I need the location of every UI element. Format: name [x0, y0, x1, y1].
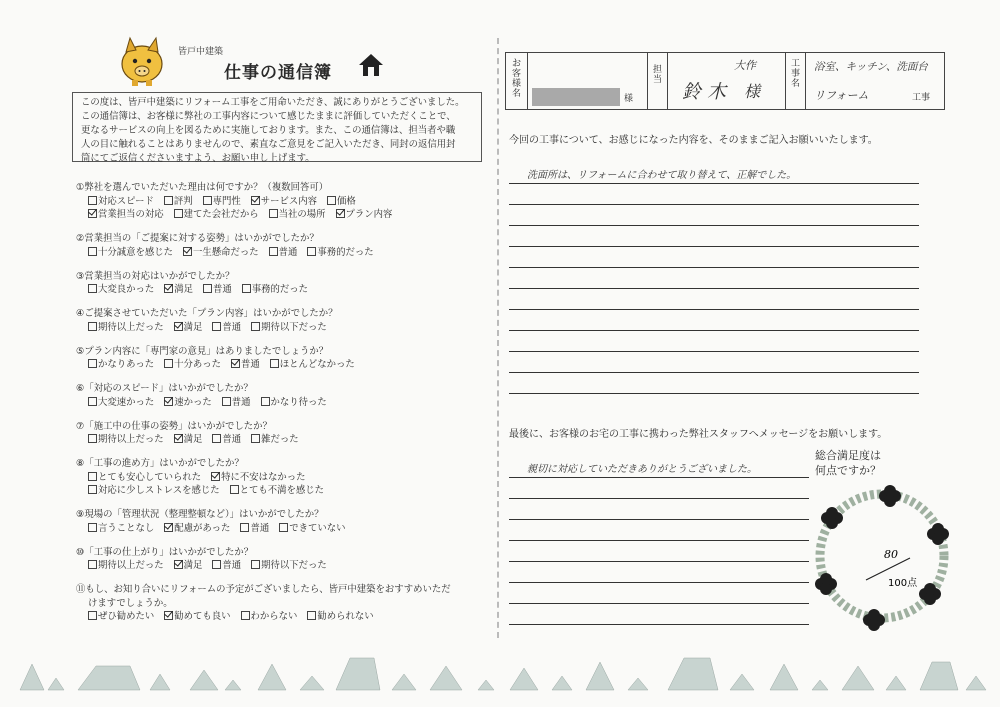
tanto-label-cell [648, 53, 668, 109]
option[interactable] [174, 209, 259, 220]
checkbox-icon[interactable] [251, 560, 260, 569]
option[interactable] [211, 472, 305, 483]
option[interactable] [269, 247, 298, 258]
option[interactable] [88, 485, 220, 496]
option-label: できていない [289, 522, 346, 534]
option-row [76, 471, 334, 485]
intro-line: この度は、皆戸中建築にリフォーム工事をご用命いただき、誠にありがとうございました。 [81, 97, 465, 108]
option-label: 雑だった [261, 434, 299, 445]
intro-line: 更なるサービスの向上を図るために実施しております。また、この通信簿は、担当者や職 [81, 125, 456, 136]
question-text: ⑦「施工中の仕事の姿勢」はいかがでしたか？ [76, 420, 272, 432]
sat-q-line1: 総合満足度は [815, 449, 881, 462]
option-label: 満足 [174, 284, 194, 295]
option[interactable] [222, 397, 251, 408]
option-label: 普通 [278, 246, 298, 258]
option-label: 一生懸命だった [193, 246, 259, 258]
option[interactable] [251, 434, 299, 445]
option-label: 期待以上だった [98, 434, 164, 445]
checkbox-icon[interactable] [88, 359, 97, 368]
comment-line [509, 310, 919, 331]
checkbox-icon[interactable] [88, 397, 97, 406]
option[interactable] [307, 611, 373, 622]
message-line [509, 499, 809, 520]
question-8 [76, 457, 334, 498]
checkbox-icon[interactable] [212, 434, 221, 443]
option-label: 期待以下だった [261, 321, 327, 333]
option-label: 配慮があった [174, 522, 231, 534]
koji-label-cell [786, 53, 806, 109]
checkbox-icon[interactable] [242, 284, 251, 293]
question-text: ①弊社を選んでいただいた理由は何ですか？（複数回答可） [76, 182, 329, 193]
message-line [509, 562, 809, 583]
option-label: 満足 [183, 434, 203, 445]
checkbox-icon[interactable] [240, 523, 249, 532]
intro-box [72, 92, 482, 162]
customer-label-cell [506, 53, 528, 109]
option-row [76, 283, 318, 297]
option[interactable] [240, 523, 269, 534]
redacted-customer-name [532, 88, 620, 106]
comment-line [509, 163, 919, 184]
tanto-label: 担当 [652, 65, 662, 85]
checkbox-icon[interactable] [203, 284, 212, 293]
checkbox-icon[interactable] [88, 523, 97, 532]
option-label: 勧めても良い [174, 611, 231, 622]
comment-prompt: 今回の工事について、お感じになった内容を、そのままご記入お願いいたします。 [509, 135, 878, 146]
checked-checkbox-icon[interactable] [164, 284, 173, 293]
question-5 [76, 345, 365, 372]
option-label: 大変速かった [98, 396, 155, 408]
checked-checkbox-icon[interactable] [164, 397, 173, 406]
option[interactable] [88, 472, 201, 483]
question-text: ⑨現場の「管理状況（整理整頓など）」はいかがでしたか？ [76, 509, 324, 520]
checkbox-icon[interactable] [241, 611, 250, 620]
option-row [76, 208, 402, 222]
checkbox-icon[interactable] [88, 247, 97, 256]
question-text: ⑩「工事の仕上がり」はいかがでしたか？ [76, 546, 254, 558]
option[interactable] [231, 359, 260, 370]
score-max: 100点 [888, 578, 918, 589]
checkbox-icon[interactable] [88, 560, 97, 569]
option[interactable] [242, 284, 308, 295]
option[interactable] [88, 359, 154, 370]
checkbox-icon[interactable] [88, 485, 97, 494]
koji-line1: 浴室、キッチン、洗面台 [814, 61, 928, 73]
checkbox-icon[interactable] [279, 523, 288, 532]
option-label: 普通 [222, 434, 242, 445]
page-divider [497, 38, 499, 638]
tanto-name-cell [668, 53, 786, 109]
question-7 [76, 420, 309, 447]
checkbox-icon[interactable] [251, 322, 260, 331]
option-label: 専門性 [212, 195, 241, 207]
option[interactable] [88, 196, 154, 207]
checkbox-icon[interactable] [307, 611, 316, 620]
checkbox-icon[interactable] [212, 560, 221, 569]
message-line [509, 457, 809, 478]
checkbox-icon[interactable] [251, 434, 260, 443]
option-row [76, 358, 365, 372]
checkbox-icon[interactable] [88, 284, 97, 293]
checkbox-icon[interactable] [270, 359, 279, 368]
option-row [76, 433, 309, 447]
option-label: プラン内容 [345, 209, 393, 220]
option-label: 当社の場所 [278, 209, 326, 220]
checked-checkbox-icon[interactable] [211, 472, 220, 481]
question-2 [76, 232, 384, 259]
option[interactable] [88, 247, 173, 258]
option[interactable] [164, 397, 212, 408]
mascot-boar-icon [112, 30, 174, 88]
option[interactable] [261, 397, 327, 408]
option[interactable] [174, 560, 203, 571]
checkbox-icon[interactable] [327, 196, 336, 205]
message-line [509, 583, 809, 604]
customer-label: お客様名 [511, 59, 521, 99]
option[interactable] [241, 611, 298, 622]
comment-line [509, 289, 919, 310]
comment-line [509, 268, 919, 289]
option[interactable] [88, 434, 164, 445]
option-row [76, 246, 384, 260]
comment-text: 洗面所は、リフォームに合わせて取り替えて、正解でした。 [527, 170, 797, 181]
message-lines [509, 457, 809, 625]
option[interactable] [270, 359, 355, 370]
option-row [76, 396, 337, 410]
option-label: 普通 [222, 321, 242, 333]
checkbox-icon[interactable] [269, 247, 278, 256]
checkbox-icon[interactable] [88, 611, 97, 620]
option-label: 価格 [337, 195, 356, 207]
checkbox-icon[interactable] [222, 397, 231, 406]
option[interactable] [212, 434, 241, 445]
question-1 [76, 181, 402, 222]
checkbox-icon[interactable] [164, 359, 173, 368]
checkbox-icon[interactable] [230, 485, 239, 494]
checked-checkbox-icon[interactable] [231, 359, 240, 368]
checkbox-icon[interactable] [269, 209, 278, 218]
option-label: とても不満を感じた [239, 485, 324, 496]
option[interactable] [203, 196, 241, 207]
checked-checkbox-icon[interactable] [174, 322, 183, 331]
option-label: 対応に少しストレスを感じた [98, 485, 220, 496]
question-10 [76, 546, 337, 573]
question-text: ④ご提案させていただいた「プラン内容」はいかがでしたか？ [76, 308, 338, 319]
option-label: 大変良かった [98, 284, 155, 295]
option-label: 十分あった [174, 359, 221, 370]
question-text: ⑥「対応のスピード」はいかがでしたか？ [76, 383, 253, 394]
question-text-cont: けますでしょうか。 [88, 597, 173, 609]
message-prompt: 最後に、お客様のお宅の工事に携わった弊社スタッフへメッセージをお願いします。 [509, 429, 888, 440]
option-label: 建てた会社だから [183, 209, 259, 220]
option[interactable] [88, 611, 154, 622]
option[interactable] [88, 284, 154, 295]
option-label: 普通 [222, 560, 242, 571]
option[interactable] [164, 611, 230, 622]
checkbox-icon[interactable] [88, 434, 97, 443]
company-logo-text: 皆戸中建築 [178, 47, 224, 57]
option-label: 勧められない [317, 611, 374, 622]
option-label: 特に不安はなかった [221, 471, 306, 483]
message-text: 親切に対応していただきありがとうございました。 [527, 464, 757, 475]
option[interactable] [164, 359, 221, 370]
checkbox-icon[interactable] [307, 247, 316, 256]
option-row [76, 559, 337, 573]
option[interactable] [164, 523, 230, 534]
koji-name-cell [806, 53, 944, 109]
koji-suffix: 工事 [912, 93, 931, 103]
checked-checkbox-icon[interactable] [336, 209, 345, 218]
option[interactable] [279, 523, 345, 534]
option-label: 普通 [240, 359, 260, 370]
question-9 [76, 508, 355, 535]
comment-line [509, 352, 919, 373]
option-label: 満足 [183, 321, 203, 333]
option-label: 対応スピード [98, 195, 154, 207]
option-label: 事務的だった [317, 246, 374, 258]
option-label: かなり待った [270, 396, 327, 408]
satisfaction-question [815, 448, 881, 478]
option-label: 期待以下だった [261, 560, 327, 571]
message-line [509, 604, 809, 625]
option-label: 期待以上だった [98, 560, 164, 571]
option-label: わからない [250, 611, 298, 622]
checked-checkbox-icon[interactable] [174, 434, 183, 443]
intro-line: この通信簿は、お客様に弊社の工事内容について感じたままに評価していただくことで、 [81, 111, 456, 122]
message-line [509, 541, 809, 562]
option-row [76, 321, 338, 335]
option[interactable] [251, 560, 327, 571]
option[interactable] [230, 485, 324, 496]
message-line [509, 478, 809, 499]
option-label: 事務的だった [251, 284, 309, 295]
option-label: 満足 [183, 560, 203, 571]
option-label: 評判 [173, 195, 193, 207]
option[interactable] [88, 560, 164, 571]
option-label: ぜひ勧めたい [98, 611, 155, 622]
checkbox-icon[interactable] [88, 196, 97, 205]
comment-lines [509, 163, 919, 394]
checked-checkbox-icon[interactable] [251, 196, 260, 205]
option[interactable] [307, 247, 373, 258]
option-row [76, 195, 402, 209]
checkbox-icon[interactable] [261, 397, 270, 406]
option-label: かなりあった [98, 359, 155, 370]
sat-q-line2: 何点ですか？ [815, 464, 881, 477]
option[interactable] [164, 284, 193, 295]
option-row [76, 484, 334, 498]
question-text: ②営業担当の「ご提案に対する姿勢」はいかがでしたか？ [76, 233, 319, 244]
koji-line2: リフォーム [814, 89, 869, 102]
option[interactable] [251, 196, 317, 207]
option[interactable] [174, 434, 203, 445]
tanto-suffix: 様 [744, 82, 761, 101]
checked-checkbox-icon[interactable] [174, 560, 183, 569]
option[interactable] [88, 397, 154, 408]
checkbox-icon[interactable] [212, 322, 221, 331]
option-label: 普通 [231, 396, 251, 408]
option-label: とても安心していられた [98, 471, 202, 483]
comment-line [509, 226, 919, 247]
option-label: 十分誠意を感じた [98, 246, 174, 258]
option-row [76, 522, 355, 536]
checked-checkbox-icon[interactable] [164, 611, 173, 620]
option[interactable] [88, 209, 164, 220]
house-icon [358, 52, 384, 78]
option-row [76, 610, 451, 624]
option[interactable] [164, 196, 193, 207]
question-3 [76, 270, 318, 297]
option-label: 普通 [213, 284, 232, 295]
comment-line [509, 373, 919, 394]
question-text: ③営業担当の対応はいかがでしたか？ [76, 270, 235, 282]
checkbox-icon[interactable] [174, 209, 183, 218]
comment-line [509, 205, 919, 226]
question-11 [76, 583, 451, 624]
option[interactable] [212, 560, 241, 571]
town-border-decoration [0, 650, 1000, 700]
option-label: 期待以上だった [98, 321, 164, 333]
question-text: ⑪もし、お知り合いにリフォームの予定がございましたら、皆戸中建築をおすすめいただ [76, 584, 451, 595]
question-text: ⑤プラン内容に「専門家の意見」はありましたでしょうか？ [76, 345, 329, 357]
option-label: ほとんどなかった [279, 359, 355, 370]
checked-checkbox-icon[interactable] [88, 209, 97, 218]
checked-checkbox-icon[interactable] [183, 247, 192, 256]
comment-line [509, 331, 919, 352]
option[interactable] [174, 322, 203, 333]
option-label: サービス内容 [260, 195, 318, 207]
option[interactable] [327, 196, 356, 207]
option[interactable] [212, 322, 241, 333]
option-label: 普通 [250, 522, 270, 534]
option[interactable] [88, 523, 154, 534]
option[interactable] [336, 209, 393, 220]
message-line [509, 520, 809, 541]
checkbox-icon[interactable] [164, 196, 173, 205]
option-label: 言うことなし [98, 522, 155, 534]
comment-line [509, 184, 919, 205]
flower-wreath-icon [802, 476, 962, 636]
option[interactable] [203, 284, 232, 295]
customer-sama: 様 [624, 94, 634, 104]
option-label: 営業担当の対応 [98, 209, 164, 220]
checked-checkbox-icon[interactable] [164, 523, 173, 532]
option-label: 速かった [174, 396, 212, 408]
intro-line: 人の目に触れることはありませんので、素直なご意見をご記入いただき、同封の返信用封 [81, 139, 456, 150]
checkbox-icon[interactable] [203, 196, 212, 205]
koji-label: 工事名 [790, 59, 800, 89]
option[interactable] [251, 322, 327, 333]
option[interactable] [269, 209, 326, 220]
question-4 [76, 307, 338, 334]
tanto-name: 鈴木 [682, 81, 733, 103]
intro-line: 筒にてご返信くださいますよう、お願い申し上げます。 [81, 153, 315, 164]
checkbox-icon[interactable] [88, 322, 97, 331]
option[interactable] [183, 247, 259, 258]
page-title: 仕事の通信簿 [224, 63, 332, 83]
checkbox-icon[interactable] [88, 472, 97, 481]
score-value: 80 [884, 548, 898, 561]
question-6 [76, 382, 337, 409]
comment-line [509, 247, 919, 268]
question-text: ⑧「工事の進め方」はいかがでしたか？ [76, 458, 244, 469]
tanto-small: 大作 [734, 59, 756, 72]
option[interactable] [88, 322, 164, 333]
